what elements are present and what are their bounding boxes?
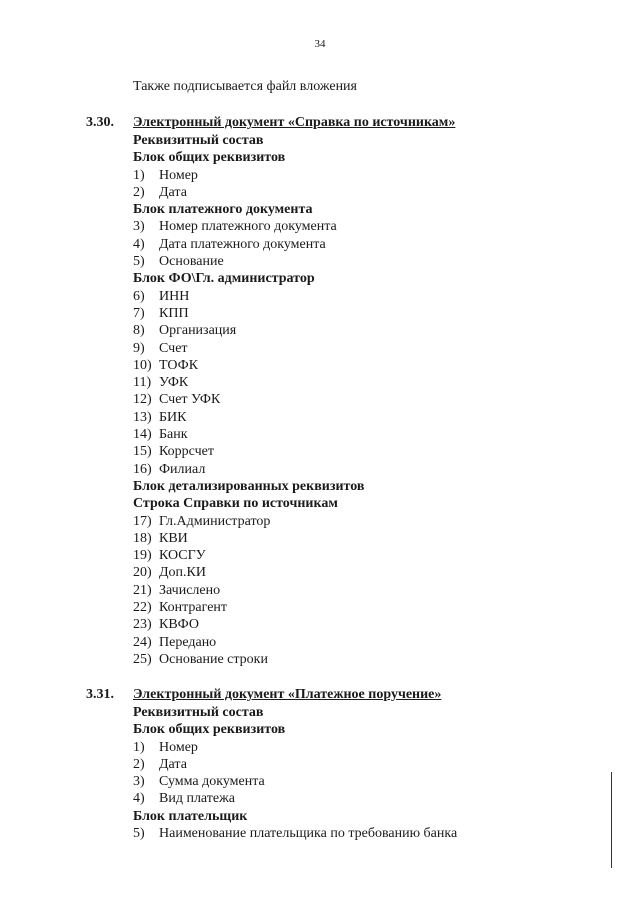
- item-number: 13): [133, 409, 152, 425]
- item-number: 11): [133, 375, 152, 391]
- item-label: Номер: [159, 167, 198, 183]
- list-item: [0, 340, 640, 357]
- section-heading: [0, 114, 640, 132]
- item-label: КПП: [159, 305, 189, 321]
- item-label: КОСГУ: [159, 548, 206, 564]
- item-number: 2): [133, 756, 145, 772]
- list-item: [0, 184, 640, 201]
- item-label: Передано: [159, 634, 217, 650]
- page-number: 34: [314, 38, 326, 50]
- section-title: Электронный документ «Справка по источникам»: [133, 115, 456, 130]
- item-label: КВФО: [159, 617, 200, 633]
- item-number: 8): [133, 323, 145, 339]
- section-title: Электронный документ «Платежное поручение»: [133, 687, 442, 702]
- list-item: [0, 513, 640, 530]
- item-number: 15): [133, 444, 152, 460]
- list-item: [0, 461, 640, 478]
- item-label: Гл.Администратор: [159, 513, 271, 529]
- block-title: Блок общих реквизитов: [133, 722, 286, 738]
- item-number: 4): [133, 236, 145, 252]
- list-item: [0, 634, 640, 651]
- list-item: [0, 322, 640, 339]
- margin-rule: [611, 772, 612, 868]
- list-item: [0, 305, 640, 322]
- section-number: 3.30.: [86, 115, 114, 130]
- item-label: ИНН: [159, 288, 190, 304]
- item-number: 6): [133, 288, 145, 304]
- item-number: 16): [133, 461, 152, 477]
- list-item: [0, 599, 640, 616]
- item-number: 12): [133, 392, 152, 408]
- item-label: Вид платежа: [159, 791, 236, 807]
- item-number: 20): [133, 565, 152, 581]
- item-label: Дата: [159, 184, 187, 200]
- list-item: [0, 357, 640, 374]
- item-number: 25): [133, 651, 152, 667]
- section-number: 3.31.: [86, 687, 114, 702]
- item-label: Доп.КИ: [159, 565, 206, 581]
- list-item: [0, 391, 640, 408]
- item-label: БИК: [159, 409, 187, 425]
- item-label: Дата платежного документа: [159, 236, 326, 252]
- section-3-31: [0, 686, 640, 842]
- item-number: 1): [133, 739, 145, 755]
- list-item: [0, 651, 640, 668]
- item-label: ТОФК: [159, 357, 199, 373]
- list-item: [0, 825, 640, 842]
- item-label: УФК: [159, 375, 189, 391]
- list-item: [0, 790, 640, 807]
- item-label: Основание: [159, 254, 224, 270]
- item-label: Номер: [159, 739, 198, 755]
- list-item: [0, 756, 640, 773]
- item-number: 19): [133, 548, 152, 564]
- block-title: Блок ФО\Гл. администратор: [133, 271, 315, 287]
- item-number: 7): [133, 305, 145, 321]
- item-label: Сумма документа: [159, 774, 265, 790]
- list-item: [0, 773, 640, 790]
- block-title: Реквизитный состав: [133, 705, 264, 720]
- item-number: 10): [133, 357, 152, 373]
- list-item: [0, 530, 640, 547]
- item-number: 1): [133, 167, 145, 183]
- item-number: 5): [133, 826, 145, 842]
- item-label: Номер платежного документа: [159, 219, 337, 235]
- item-label: Дата: [159, 756, 187, 772]
- intro-text: Также подписывается файл вложения: [133, 79, 357, 94]
- block-title: Строка Справки по источникам: [133, 496, 338, 512]
- item-label: Основание строки: [159, 651, 268, 667]
- list-item: [0, 374, 640, 391]
- list-item: [0, 236, 640, 253]
- list-item: [0, 218, 640, 235]
- block-title: Реквизитный состав: [133, 133, 264, 148]
- item-label: Коррсчет: [159, 444, 214, 460]
- item-label: Зачислено: [159, 582, 221, 598]
- list-item: [0, 167, 640, 184]
- list-item: [0, 426, 640, 443]
- item-number: 4): [133, 791, 145, 807]
- item-number: 3): [133, 774, 145, 790]
- item-number: 2): [133, 184, 145, 200]
- item-number: 5): [133, 254, 145, 270]
- item-number: 18): [133, 530, 152, 546]
- item-label: Счет УФК: [159, 392, 221, 408]
- list-item: [0, 253, 640, 270]
- block-title: Блок платежного документа: [133, 202, 313, 218]
- block-title: Блок детализированных реквизитов: [133, 478, 365, 494]
- item-number: 23): [133, 617, 152, 633]
- block-title: Блок общих реквизитов: [133, 150, 286, 166]
- list-item: [0, 564, 640, 581]
- list-item: [0, 443, 640, 460]
- item-label: Наименование плательщика по требованию банка: [159, 826, 458, 842]
- item-number: 3): [133, 219, 145, 235]
- list-item: [0, 409, 640, 426]
- section-3-30: [0, 114, 640, 668]
- list-item: [0, 288, 640, 305]
- block-title: Блок плательщик: [133, 808, 248, 824]
- list-item: [0, 739, 640, 756]
- item-label: КВИ: [159, 530, 188, 546]
- section-heading: [0, 686, 640, 704]
- item-label: Счет: [159, 340, 188, 356]
- item-number: 9): [133, 340, 145, 356]
- list-item: [0, 547, 640, 564]
- item-number: 14): [133, 427, 152, 443]
- item-number: 21): [133, 582, 152, 598]
- item-number: 22): [133, 600, 152, 616]
- item-label: Организация: [159, 323, 237, 339]
- item-number: 24): [133, 634, 152, 650]
- list-item: [0, 582, 640, 599]
- list-item: [0, 616, 640, 633]
- item-label: Филиал: [159, 461, 206, 477]
- item-label: Банк: [159, 427, 188, 443]
- item-label: Контрагент: [159, 600, 228, 616]
- item-number: 17): [133, 513, 152, 529]
